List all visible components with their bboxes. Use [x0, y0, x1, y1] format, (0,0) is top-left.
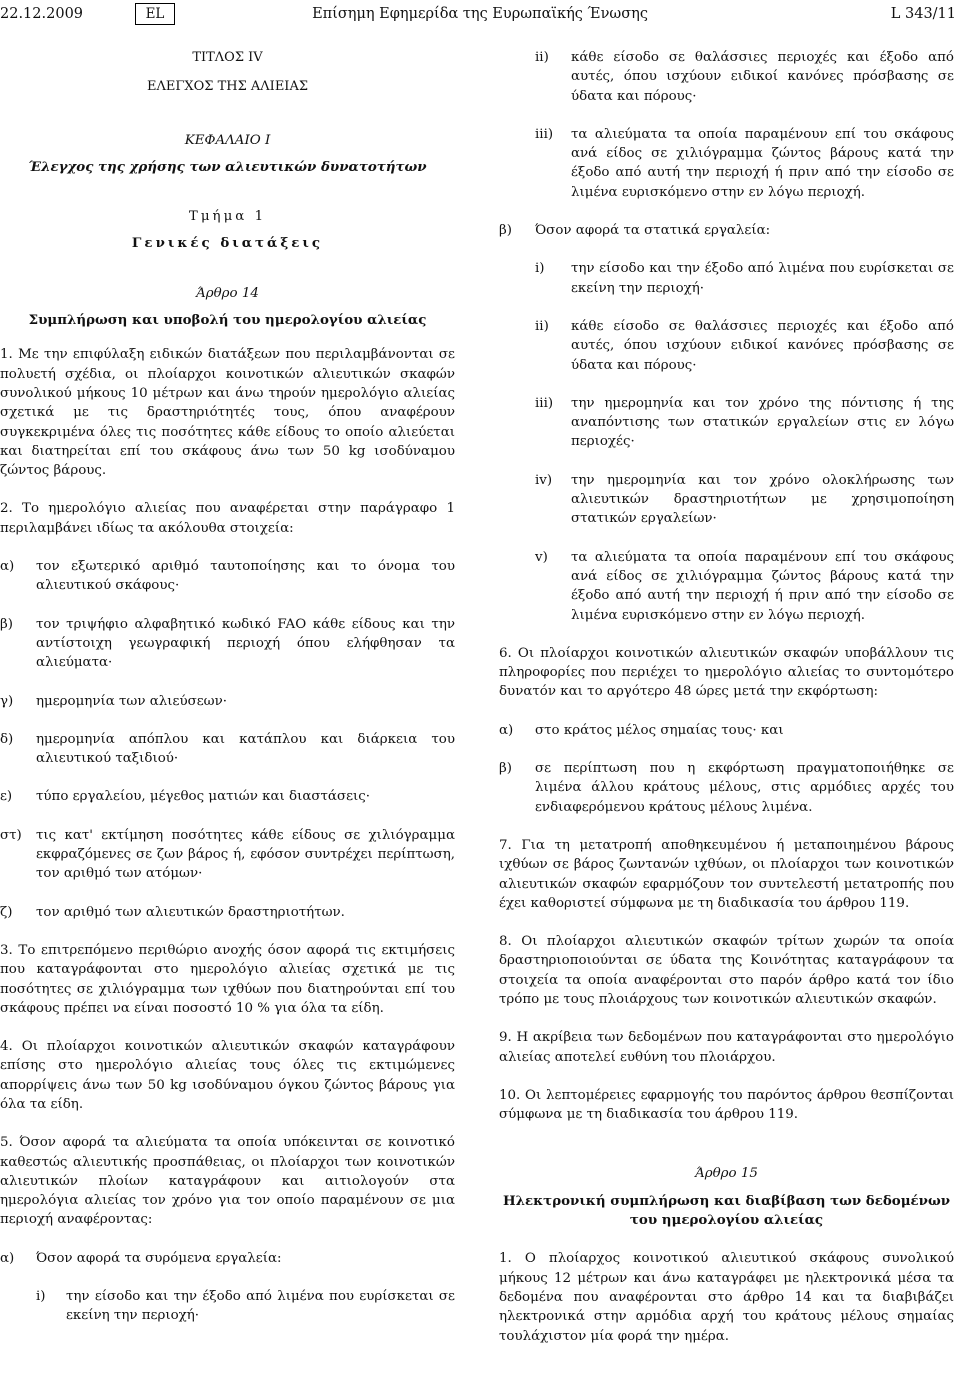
- list-item-label: α): [499, 722, 514, 738]
- sub-list-item: [499, 125, 954, 202]
- paragraph-9: 9. Η ακρίβεια των δεδομένων που καταγράφονται στο ημερολόγιο αλιείας αποτελεί ευθύνη του πλοιάρχου.: [499, 1030, 954, 1065]
- section-heading: [0, 207, 455, 254]
- list-item: [499, 721, 954, 740]
- list-item-text: Όσον αφορά τα συρόμενα εργαλεία:: [36, 1250, 282, 1266]
- sub-list-item-text: την είσοδο και την έξοδο από λιμένα που ευρίσκεται σε εκείνη την περιοχή·: [66, 1289, 455, 1324]
- sub-list-item-label: v): [535, 549, 548, 565]
- list-item-text: τύπο εργαλείου, μέγεθος ματιών και διαστάσεις·: [36, 789, 371, 805]
- list-item-text: ημερομηνία των αλιεύσεων·: [36, 693, 227, 709]
- list-item-label: ε): [0, 789, 13, 805]
- page-header: [0, 0, 960, 28]
- article-name: Ηλεκτρονική συμπλήρωση και διαβίβαση των δεδομένων του ημερολογίου αλιείας: [502, 1192, 951, 1229]
- publication-date: 22.12.2009: [0, 6, 84, 22]
- article-15-heading: [499, 1164, 954, 1230]
- article-15-paragraph-1: 1. Ο πλοίαρχος κοινοτικού αλιευτικού σκάφους συνολικού μήκους 12 μέτρων και άνω καταγράφει με ηλεκτρονικά μέσα τα δεδομένα που αναφέρονται στο άρθρο 14 και τα διαβιβάζει ηλεκτρονικά στην αρμόδια αρχή του κράτους μέλους σημαίας τουλάχιστον μία φορά την ημέρα.: [499, 1251, 954, 1344]
- sub-list-item-label: i): [36, 1289, 46, 1305]
- sub-list-item-text: κάθε είσοδο σε θαλάσσιες περιοχές και έξοδο από αυτές, όπου ισχύουν ειδικοί κανόνες πρόσβασης σε ύδατα και πόρους·: [571, 318, 954, 373]
- list-item-label: α): [0, 1250, 15, 1266]
- sub-list-item-label: ii): [535, 318, 549, 334]
- list-item: [0, 1249, 455, 1268]
- list-item-label: β): [499, 223, 512, 239]
- paragraph-10: 10. Οι λεπτομέρειες εφαρμογής του παρόντος άρθρου θεσπίζονται σύμφωνα με τη διαδικασία του άρθρου 119.: [499, 1087, 954, 1123]
- article-number: Άρθρο 14: [196, 285, 259, 301]
- list-item: [0, 730, 455, 769]
- title-heading: [0, 48, 455, 97]
- sub-list-item-label: iii): [535, 395, 554, 411]
- list-item-text: ημερομηνία απόπλου και κατάπλου και διάρκεια του αλιευτικού ταξιδιού·: [36, 731, 455, 767]
- chapter-heading: [0, 131, 455, 178]
- list-item: [0, 903, 455, 922]
- page-reference: L 343/11: [890, 6, 956, 22]
- article-number: Άρθρο 15: [695, 1166, 758, 1182]
- sub-list-item-text: την είσοδο και την έξοδο από λιμένα που ευρίσκεται σε εκείνη την περιοχή·: [571, 261, 954, 296]
- list-item: [0, 787, 455, 806]
- sub-list-item-text: κάθε είσοδο σε θαλάσσιες περιοχές και έξοδο από αυτές, όπου ισχύουν ειδικοί κανόνες πρόσβασης σε ύδατα και πόρους·: [571, 50, 954, 104]
- sub-list-item: [499, 48, 954, 106]
- list-item-text: στο κράτος μέλος σημαίας τους· και: [535, 722, 784, 738]
- sub-list-item: [499, 259, 954, 298]
- paragraph-8: 8. Οι πλοίαρχοι αλιευτικών σκαφών τρίτων χωρών τα οποία δραστηριοποιούνται σε ύδατα της Κοινότητας καταγράφουν τα στοιχεία τα οποία αναφέρονται στο παρόν άρθρο κατά τον ίδιο τρόπο με τους πλοιάρχους των κοινοτικών αλιευτικών σκαφών.: [499, 934, 954, 1007]
- paragraph-5: 5. Όσον αφορά τα αλιεύματα τα οποία υπόκεινται σε κοινοτικό καθεστώς αλιευτικής προσπάθειας, οι πλοίαρχοι των κοινοτικών αλιευτικών πλοίων καταγράφουν και αιτιολογούν στα ημερολόγια αλιείας τον χρόνο για τον οποίο παραμένουν σε μια περιοχή αναφέροντας:: [0, 1135, 455, 1228]
- sub-list-item-label: iv): [535, 472, 553, 488]
- list-item: [0, 557, 455, 596]
- list-item-text: τις κατ' εκτίμηση ποσότητες κάθε είδους σε χιλιόγραμμα εκφραζόμενες σε ζων βάρος ή, εφόσον συντρέχει περίπτωση, τον αριθμό των ατόμων·: [36, 827, 455, 882]
- list-item-label: δ): [0, 731, 14, 747]
- sub-list-item-text: την ημερομηνία και τον χρόνο ολοκλήρωσης των αλιευτικών δραστηριοτήτων με χρησιμοποίηση στατικών εργαλείων·: [571, 472, 954, 527]
- chapter-name: Έλεγχος της χρήσης των αλιευτικών δυνατοτήτων: [28, 158, 427, 175]
- paragraph-6: 6. Οι πλοίαρχοι κοινοτικών αλιευτικών σκαφών υποβάλλουν τις πληροφορίες που περιέχει το ημερολόγιο αλιείας το συντομότερο δυνατόν και το αργότερο 48 ώρες μετά την εκφόρτωση:: [499, 645, 954, 700]
- list-item: [0, 692, 455, 711]
- list-item: [499, 221, 954, 240]
- sub-list-item-text: τα αλιεύματα τα οποία παραμένουν επί του σκάφους ανά είδος σε χιλιόγραμμα ζώντος βάρους κατά την έξοδο από αυτή την περιοχή ή πριν από την είσοδο σε λιμένα ευρισκόμενο στην εν λόγω περιοχή.: [571, 549, 954, 623]
- paragraph-7: 7. Για τη μετατροπή αποθηκευμένου ή μεταποιημένου βάρους ιχθύων σε βάρος ζωντανών ιχθύων, οι πλοίαρχοι των κοινοτικών αλιευτικών σκαφών εφαρμόζουν τον συντελεστή μετατροπής που έχει καθοριστεί σύμφωνα με τη διαδικασία του άρθρου 119.: [499, 837, 954, 911]
- article-name: Συμπλήρωση και υποβολή του ημερολογίου αλιείας: [28, 312, 427, 329]
- paragraph-2-list: [0, 557, 455, 922]
- right-column: [499, 48, 954, 1346]
- list-item: [0, 1287, 455, 1326]
- journal-title: Επίσημη Εφημερίδα της Ευρωπαϊκής Ένωσης: [312, 6, 648, 22]
- list-item-text: τον αριθμό των αλιευτικών δραστηριοτήτων.: [36, 904, 345, 920]
- list-item-label: α): [0, 559, 15, 575]
- chapter-number: ΚΕΦΑΛΑΙΟ I: [184, 132, 271, 148]
- section-name: Γενικές διατάξεις: [131, 235, 324, 252]
- list-item-label: ζ): [0, 904, 13, 920]
- sub-list-item: [499, 394, 954, 452]
- paragraph-4: 4. Οι πλοίαρχοι κοινοτικών αλιευτικών σκαφών καταγράφουν επίσης στο ημερολόγιο αλιείας τους όλες τις εκτιμώμενες απορρίψεις άνω των 50 kg ισοδύναμου όγκου ζώντος βάρους για όλα τα είδη.: [0, 1039, 455, 1112]
- list-item-text: τον εξωτερικό αριθμό ταυτοποίησης και το όνομα του αλιευτικού σκάφους·: [36, 559, 455, 594]
- left-column: [0, 48, 455, 1326]
- paragraph-3: 3. Το επιτρεπόμενο περιθώριο ανοχής όσον αφορά τις εκτιμήσεις που καταγράφονται στο ημερολόγιο αλιείας σχετικά με τις ποσότητες σε χιλιόγραμμα των ιχθύων που διατηρούνται επί του σκάφους πρέπει να είναι ποσοστό 10 % για όλα τα είδη.: [0, 942, 455, 1016]
- sub-list-item-text: τα αλιεύματα τα οποία παραμένουν επί του σκάφους ανά είδος σε χιλιόγραμμα ζώντος βάρους κατά την έξοδο από αυτή την περιοχή ή πριν από την είσοδο σε λιμένα ευρισκόμενο στην εν λόγω περιοχή.: [571, 126, 954, 200]
- list-item-text: Όσον αφορά τα στατικά εργαλεία:: [535, 223, 771, 239]
- title-name: ΕΛΕΓΧΟΣ ΤΗΣ ΑΛΙΕΙΑΣ: [146, 79, 309, 95]
- sub-list-item-label: ii): [535, 50, 549, 65]
- list-item-label: στ): [0, 827, 22, 843]
- list-item-text: σε περίπτωση που η εκφόρτωση πραγματοποιήθηκε σε λιμένα άλλου κράτους μέλους, στις αρμόδιες αρχές του ενδιαφερόμενου κράτους μέλους λιμένα.: [535, 761, 954, 815]
- sub-list-item: [499, 317, 954, 375]
- list-item: [499, 759, 954, 817]
- sub-list-item: [36, 1287, 455, 1326]
- article-14-heading: [0, 284, 455, 331]
- paragraph-2: 2. Το ημερολόγιο αλιείας που αναφέρεται στην παράγραφο 1 περιλαμβάνει ιδίως τα ακόλουθα στοιχεία:: [0, 501, 455, 536]
- list-item-text: τον τριψήφιο αλφαβητικό κωδικό FAO κάθε είδους και την αντίστοιχη γεωγραφική περιοχή όπου ελήφθησαν τα αλιεύματα·: [36, 616, 455, 671]
- sub-list-item-label: i): [535, 261, 545, 277]
- section-number: Τμήμα 1: [188, 209, 267, 225]
- list-item-label: γ): [0, 693, 14, 709]
- title-number: ΤΙΤΛΟΣ IV: [192, 50, 263, 65]
- list-item-label: β): [0, 616, 13, 632]
- list-item-label: β): [499, 761, 512, 777]
- sub-list-item: [499, 471, 954, 529]
- language-code-box: EL: [135, 3, 175, 25]
- paragraph-1: 1. Με την επιφύλαξη ειδικών διατάξεων που περιλαμβάνονται σε πολυετή σχέδια, οι πλοίαρχοι κοινοτικών αλιευτικών σκαφών συνολικού μήκους 10 μέτρων και άνω τηρούν ημερολόγιο αλιείας σχετικά με τις δραστηριότητές τους, όπου αναφέρουν συγκεκριμένα όλες τις ποσότητες κάθε είδους το οποίο αλιεύεται και διατηρείται επί του σκάφους άνω των 50 kg ισοδύναμου ζώντος βάρους.: [0, 347, 455, 479]
- sub-list-item-text: την ημερομηνία και τον χρόνο της πόντισης ή της αναπόντισης των στατικών εργαλείων στις εν λόγω περιοχές·: [571, 395, 954, 450]
- list-item: [0, 615, 455, 673]
- sub-list-item-label: iii): [535, 126, 554, 142]
- list-item: [0, 826, 455, 884]
- sub-list-item: [499, 548, 954, 625]
